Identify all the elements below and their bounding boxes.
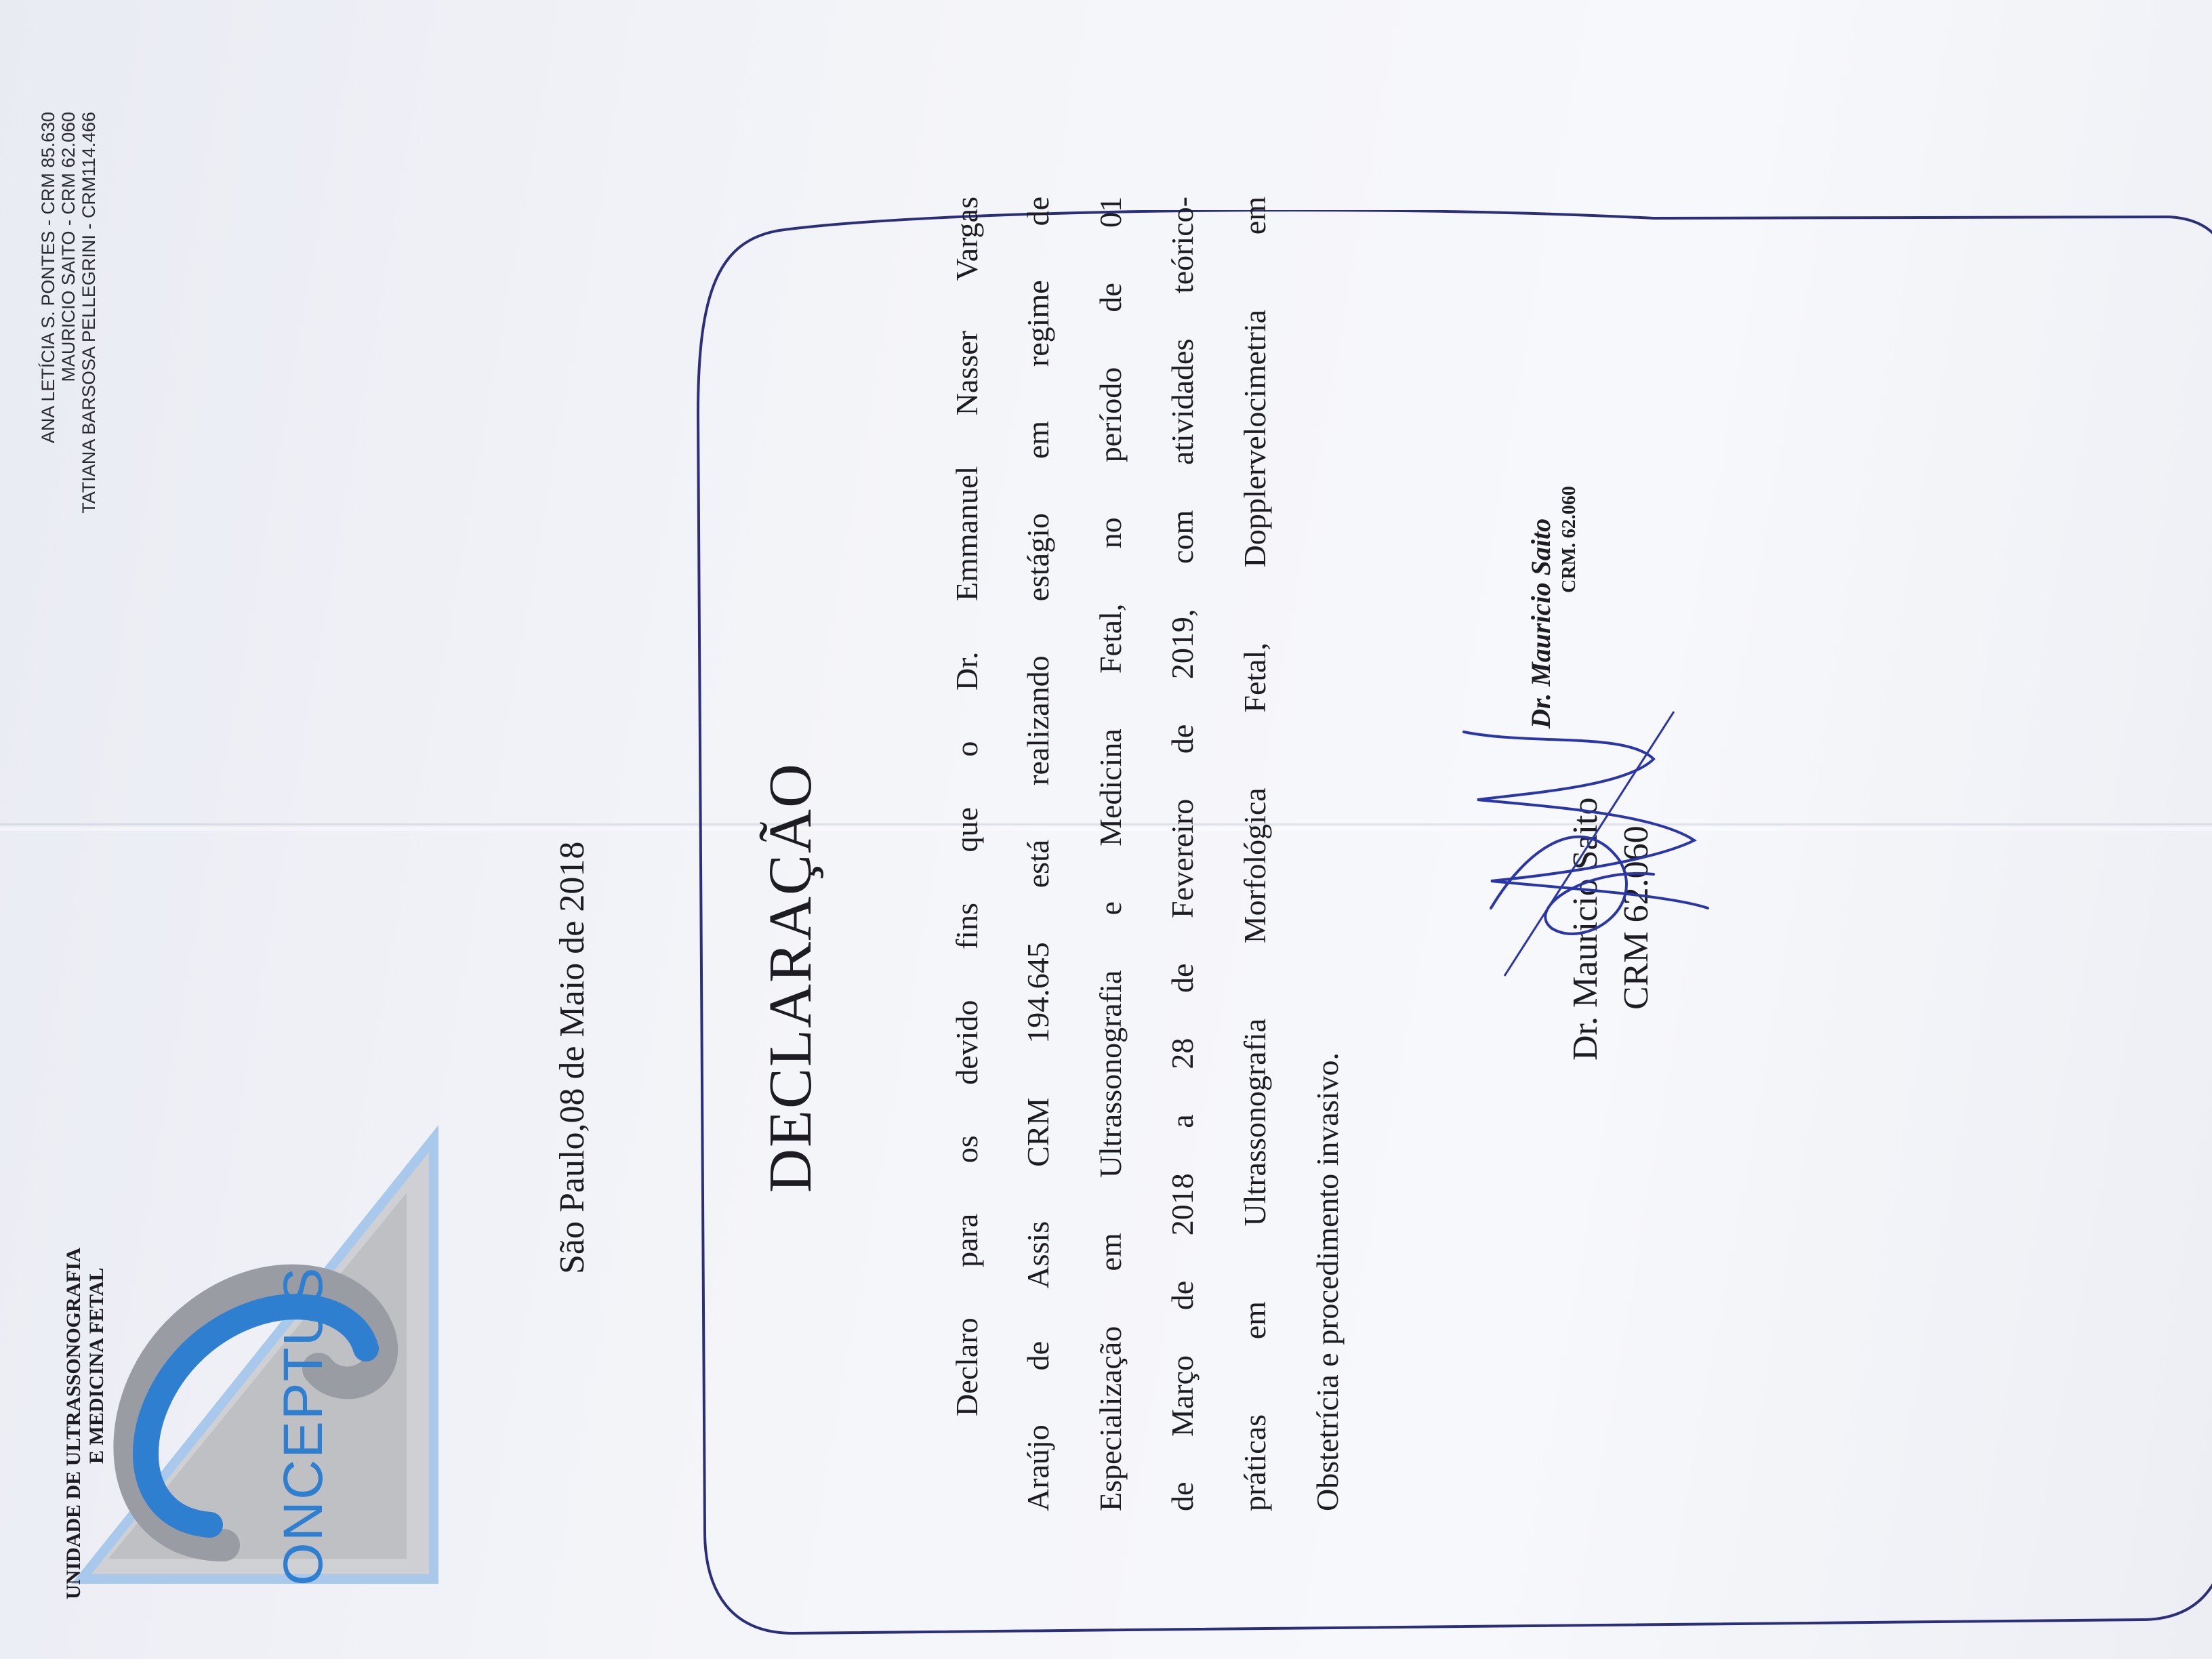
staff-item: MAURICIO SAITO - CRM 62.060 xyxy=(58,112,79,382)
stamp-crm: CRM. 62.060 xyxy=(1559,486,1580,593)
staff-item: ANA LETÍCIA S. PONTES - CRM 85.630 xyxy=(38,112,58,444)
date-line: São Paulo,08 de Maio de 2018 xyxy=(553,841,592,1274)
signatory-name: Dr. Mauricio Saito xyxy=(1566,797,1605,1061)
staff-item: TATIANA BARSOSA PELLEGRINI - CRM114.466 xyxy=(79,112,99,514)
staff-list xyxy=(38,112,99,668)
body-line: práticas em Ultrassonografia Morfológica Fetal, Dopplervelocimetria em xyxy=(1237,197,1272,1511)
body-line: Araújo de Assis CRM 194.645 está realizando estágio em regime de xyxy=(1021,197,1055,1511)
stamp-name: Dr. Mauricio Saito xyxy=(1525,518,1556,729)
logo-subtitle-line1: UNIDADE DE ULTRASSONOGRAFIA xyxy=(62,1248,85,1599)
logo-subtitle-line2: E MEDICINA FETAL xyxy=(85,1267,108,1464)
body-line: Declaro para os devido fins que o Dr. Emmanuel Nasser Vargas xyxy=(949,197,984,1416)
signatory-crm: CRM 62.060 xyxy=(1617,825,1656,1010)
body-line: Obstetrícia e procedimento invasivo. xyxy=(1310,1052,1345,1511)
logo-brand-text: ONCEPTUS xyxy=(272,1266,334,1586)
declaration-border xyxy=(684,210,2212,1640)
onceptus-logo xyxy=(54,1111,447,1613)
body-line: de Março de 2018 a 28 de Fevereiro de 2019, com atividades teórico- xyxy=(1165,197,1200,1511)
logo-subtitle xyxy=(62,1248,108,1599)
handwritten-signature xyxy=(1450,705,1735,989)
page-title: DECLARAÇÃO xyxy=(757,762,824,1193)
body-line: Especialização em Ultrassonografia e Medicina Fetal, no período de 01 xyxy=(1093,197,1128,1511)
